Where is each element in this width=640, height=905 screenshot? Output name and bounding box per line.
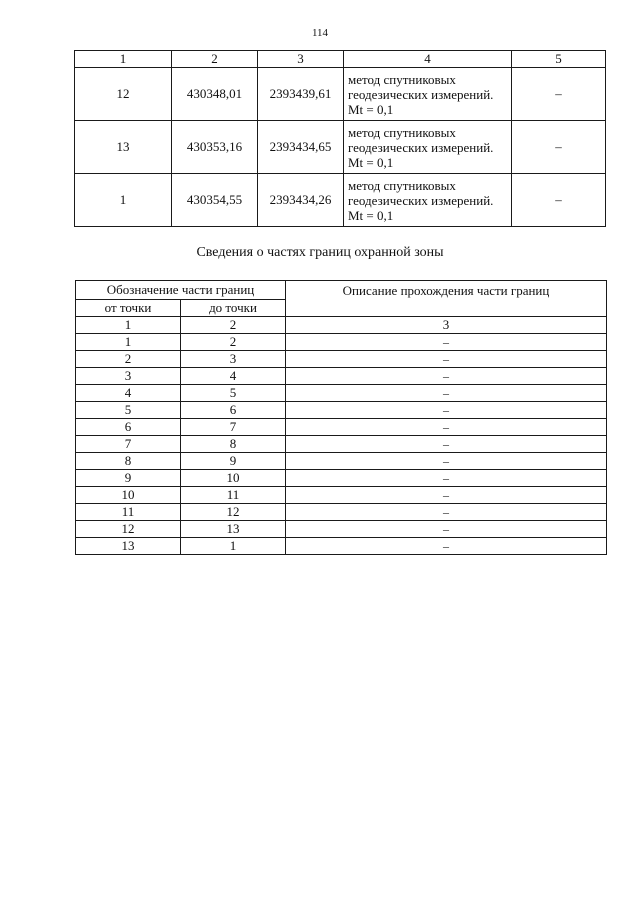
column-number: 2 bbox=[181, 317, 286, 334]
header-to-point: до точки bbox=[181, 300, 286, 317]
method-description: метод спутниковых геодезических измерений. Mt = 0,1 bbox=[344, 68, 512, 121]
point-number: 13 bbox=[75, 121, 172, 174]
to-point: 5 bbox=[181, 385, 286, 402]
description-cell: – bbox=[286, 453, 607, 470]
coordinate-y: 2393434,26 bbox=[258, 174, 344, 227]
to-point: 2 bbox=[181, 334, 286, 351]
to-point: 8 bbox=[181, 436, 286, 453]
table-header-row bbox=[75, 51, 606, 68]
table-row bbox=[75, 68, 606, 121]
column-number: 2 bbox=[172, 51, 258, 68]
from-point: 11 bbox=[76, 504, 181, 521]
table-header-row bbox=[76, 281, 607, 300]
description-cell: – bbox=[286, 470, 607, 487]
description-cell: – bbox=[286, 419, 607, 436]
to-point: 3 bbox=[181, 351, 286, 368]
note-cell: – bbox=[512, 121, 606, 174]
from-point: 12 bbox=[76, 521, 181, 538]
to-point: 7 bbox=[181, 419, 286, 436]
table-row bbox=[75, 121, 606, 174]
from-point: 13 bbox=[76, 538, 181, 555]
to-point: 12 bbox=[181, 504, 286, 521]
column-number: 3 bbox=[286, 317, 607, 334]
from-point: 8 bbox=[76, 453, 181, 470]
to-point: 11 bbox=[181, 487, 286, 504]
note-cell: – bbox=[512, 174, 606, 227]
to-point: 4 bbox=[181, 368, 286, 385]
table-row bbox=[76, 436, 607, 453]
column-number: 5 bbox=[512, 51, 606, 68]
table-row bbox=[76, 368, 607, 385]
column-number: 1 bbox=[76, 317, 181, 334]
description-cell: – bbox=[286, 504, 607, 521]
boundary-parts-table bbox=[75, 280, 607, 555]
method-description: метод спутниковых геодезических измерений. Mt = 0,1 bbox=[344, 174, 512, 227]
description-cell: – bbox=[286, 368, 607, 385]
column-numbering-row bbox=[76, 317, 607, 334]
table-row bbox=[76, 402, 607, 419]
table-row bbox=[76, 538, 607, 555]
header-description: Описание прохождения части границ bbox=[286, 281, 607, 317]
to-point: 9 bbox=[181, 453, 286, 470]
description-cell: – bbox=[286, 385, 607, 402]
to-point: 10 bbox=[181, 470, 286, 487]
from-point: 9 bbox=[76, 470, 181, 487]
table-row bbox=[75, 174, 606, 227]
page-number: 114 bbox=[311, 27, 329, 39]
table-row bbox=[76, 385, 607, 402]
table-row bbox=[76, 487, 607, 504]
to-point: 13 bbox=[181, 521, 286, 538]
table-row bbox=[76, 334, 607, 351]
table-row bbox=[76, 419, 607, 436]
from-point: 2 bbox=[76, 351, 181, 368]
from-point: 6 bbox=[76, 419, 181, 436]
column-number: 1 bbox=[75, 51, 172, 68]
to-point: 1 bbox=[181, 538, 286, 555]
description-cell: – bbox=[286, 351, 607, 368]
coordinate-x: 430353,16 bbox=[172, 121, 258, 174]
header-boundary-part: Обозначение части границ bbox=[76, 281, 286, 300]
table-row bbox=[76, 351, 607, 368]
description-cell: – bbox=[286, 334, 607, 351]
note-cell: – bbox=[512, 68, 606, 121]
coordinate-y: 2393434,65 bbox=[258, 121, 344, 174]
from-point: 7 bbox=[76, 436, 181, 453]
table-row bbox=[76, 504, 607, 521]
from-point: 4 bbox=[76, 385, 181, 402]
coordinate-y: 2393439,61 bbox=[258, 68, 344, 121]
point-number: 1 bbox=[75, 174, 172, 227]
header-from-point: от точки bbox=[76, 300, 181, 317]
coordinates-table bbox=[74, 50, 606, 227]
column-number: 3 bbox=[258, 51, 344, 68]
from-point: 3 bbox=[76, 368, 181, 385]
to-point: 6 bbox=[181, 402, 286, 419]
table-row bbox=[76, 521, 607, 538]
description-cell: – bbox=[286, 402, 607, 419]
table-row bbox=[76, 453, 607, 470]
section-title: Сведения о частях границ охранной зоны bbox=[196, 245, 444, 260]
table-row bbox=[76, 470, 607, 487]
from-point: 1 bbox=[76, 334, 181, 351]
description-cell: – bbox=[286, 521, 607, 538]
from-point: 5 bbox=[76, 402, 181, 419]
method-description: метод спутниковых геодезических измерений. Mt = 0,1 bbox=[344, 121, 512, 174]
description-cell: – bbox=[286, 487, 607, 504]
column-number: 4 bbox=[344, 51, 512, 68]
coordinate-x: 430348,01 bbox=[172, 68, 258, 121]
point-number: 12 bbox=[75, 68, 172, 121]
description-cell: – bbox=[286, 436, 607, 453]
description-cell: – bbox=[286, 538, 607, 555]
from-point: 10 bbox=[76, 487, 181, 504]
coordinate-x: 430354,55 bbox=[172, 174, 258, 227]
